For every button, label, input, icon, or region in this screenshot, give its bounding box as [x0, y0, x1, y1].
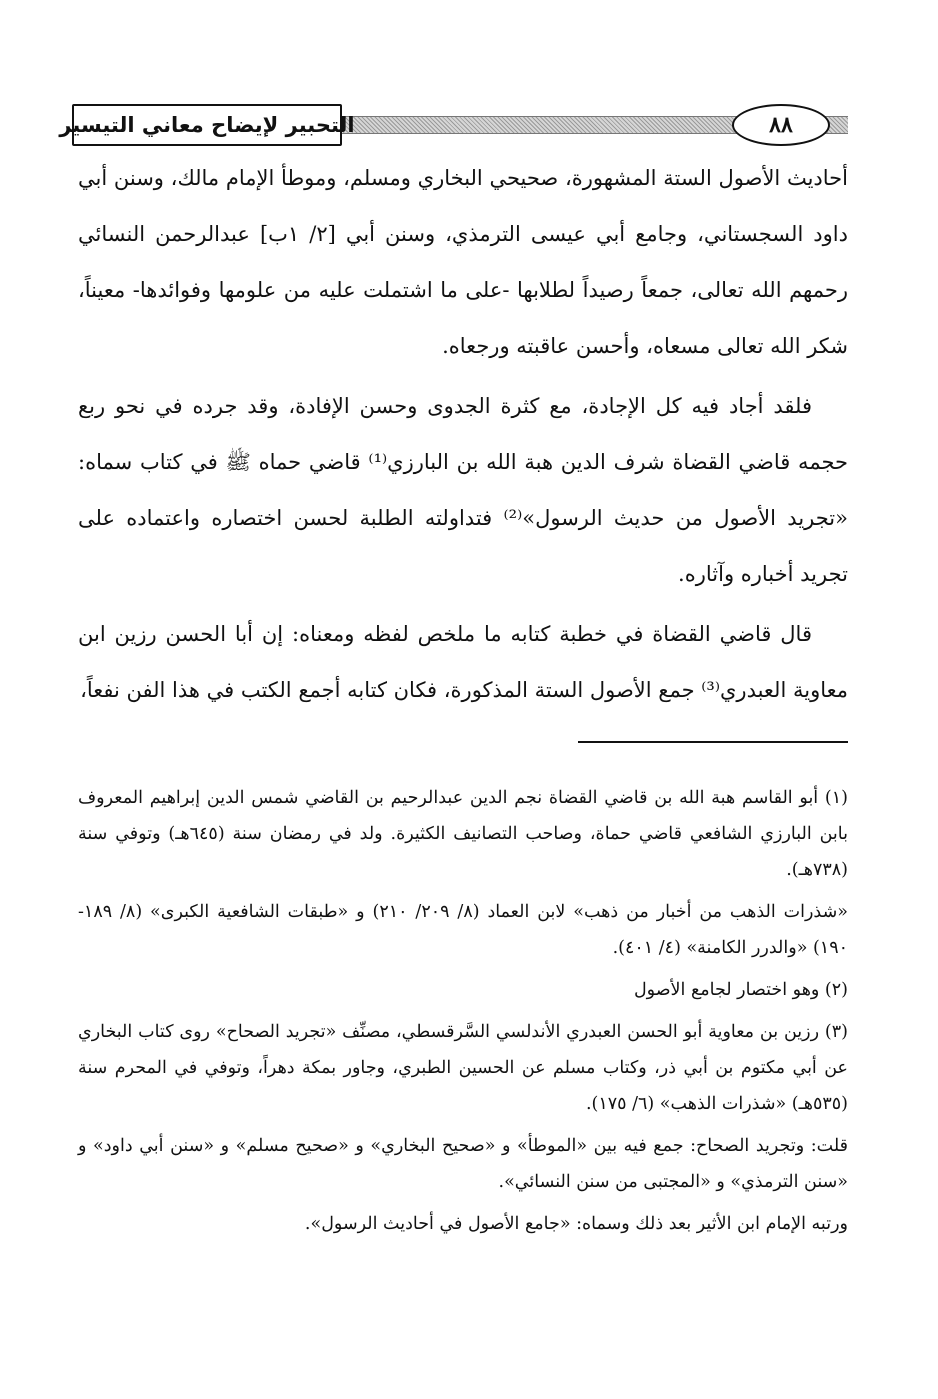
paragraph-3: قال قاضي القضاة في خطبة كتابه ما ملخص لفظه ومعناه: إن أبا الحسن رزين ابن معاوية العبدري⁽³⁾ جمع الأصول الستة المذكورة، فكان كتابه أجمع الكتب في هذا الفن نفعاً،	[78, 622, 848, 702]
page-number: ٨٨	[732, 104, 830, 146]
footnote-3-comment: قلت: وتجريد الصحاح: جمع فيه بين «الموطأ» و «صحيح البخاري» و «صحيح مسلم» و «سنن أبي داود» و «سنن الترمذي» و «المجتبى من سنن النسائي».	[78, 1136, 848, 1192]
paragraph-1: أحاديث الأصول الستة المشهورة، صحيحي البخاري ومسلم، وموطأ الإمام مالك، وسنن أبي داود السجستاني، وجامع أبي عيسى الترمذي، وسنن أبي [٢/ ١ب] عبدالرحمن النسائي رحمهم الله تعالى، جمعاً رصيداً لطلابها -على ما اشتملت عليه من علومها وفوائدها- معيناً، شكر الله تعالى مسعاه، وأحسن عاقبته ورجعاه.	[78, 166, 848, 358]
footnote-3-comment-2: ورتبه الإمام ابن الأثير بعد ذلك وسماه: «جامع الأصول في أحاديث الرسول».	[304, 1214, 848, 1234]
footnote-2: (٢) وهو اختصار لجامع الأصول	[633, 980, 848, 1000]
footnote-divider	[578, 741, 848, 743]
footnote-1-sources: «شذرات الذهب من أخبار من ذهب» لابن العماد (٨/ ٢٠٩/ ٢١٠) و «طبقات الشافعية الكبرى» (٨/ ١٨٩- ١٩٠) «والدرر الكامنة» (٤/ ٤٠١).	[78, 902, 848, 958]
main-text	[78, 150, 848, 718]
paragraph-2: فلقد أجاد فيه كل الإجادة، مع كثرة الجدوى وحسن الإفادة، وقد جرده في نحو ربع حجمه قاضي القضاة شرف الدين هبة الله بن البارزي⁽¹⁾ قاضي حماه ﷺ في كتاب سماه: «تجريد الأصول من حديث الرسول»⁽²⁾ فتداولته الطلبة لحسن اختصاره واعتماده على تجريد أخباره وآثاره.	[78, 394, 848, 586]
book-title: التحبير لإيضاح معاني التيسير	[72, 104, 342, 146]
footnote-1: (١) أبو القاسم هبة الله بن قاضي القضاة نجم الدين عبدالرحيم بن القاضي شمس الدين إبراهيم المعروف بابن البارزي الشافعي قاضي حماة، وصاحب التصانيف الكثيرة. ولد في رمضان سنة (٦٤٥هـ) وتوفي سنة (٧٣٨هـ).	[78, 788, 848, 880]
footnote-3: (٣) رزين بن معاوية أبو الحسن العبدري الأندلسي السَّرقسطي، مصنِّف «تجريد الصحاح» روى كتاب البخاري عن أبي مكتوم بن أبي ذر، وكتاب مسلم عن الحسين الطبري، وجاور بمكة دهراً، وتوفي في المحرم سنة (٥٣٥هـ) «شذرات الذهب» (٦/ ١٧٥).	[78, 1022, 848, 1114]
footnotes	[78, 780, 848, 1248]
page-header	[59, 102, 848, 148]
